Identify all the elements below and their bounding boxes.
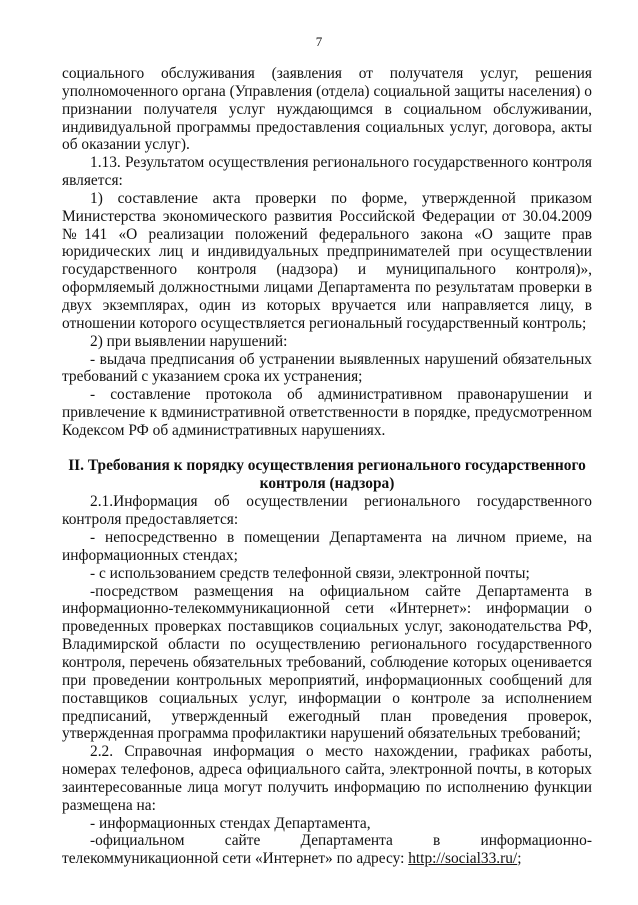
page-number: 7 [315, 34, 323, 49]
paragraph-1: социального обслуживания (заявления от получателя услуг, решения уполномоченного органа (Управления (отдела) социальной защиты населения) о признании получателя услуг нуждающимся в социальном обслуживании, индивидуальной программы предоставления социальных услуг, договора, акты об оказании услуг). [62, 65, 592, 154]
official-site-tail: ; [517, 850, 522, 868]
paragraph-official-site [62, 832, 592, 868]
paragraph-1-13: 1.13. Результатом осуществления регионального государственного контроля является: [62, 154, 592, 190]
paragraph-item-2: 2) при выявлении нарушений: [90, 332, 288, 350]
official-site-text: -официальном сайте Департамента в информационно-телекоммуникационной сети «Интернет» по адресу: [62, 832, 592, 868]
paragraph-item-1: 1) составление акта проверки по форме, утвержденной приказом Министерства экономического развития Российской Федерации от 30.04.2009 №141 «О реализации положений федерального закона «О защите прав юридических лиц и индивидуальных предпринимателей при осуществлении государственного контроля (надзора) и муниципального контроля)», оформляемый должностными лицами Департамента по результатам проверки в двух экземплярах, один из которых вручается или направляется лицу, в отношении которого осуществляется региональный государственный контроль; [62, 189, 592, 332]
paragraph-website-info: -посредством размещения на официальном сайте Департамента в информационно-телекоммуникационной сети «Интернет»: информации о проведенных проверках поставщиков социальных услуг, законодательства РФ, Владимирской области по осуществлению регионального государственного контроля, перечень обязательных требований, соблюдение которых оценивается при проведении контрольных мероприятий, информационных сообщений для поставщиков социальных услуг, информации о контроле за исполнением предписаний, утвержденный ежегодный план проведения проверок, утвержденная программа профилактики нарушений обязательных требований; [62, 582, 592, 743]
paragraph-in-department: - непосредственно в помещении Департамента на личном приеме, на информационных стендах; [62, 529, 592, 564]
paragraph-stands: - информационных стендах Департамента, [90, 814, 371, 832]
paragraph-2-1: 2.1.Информация об осуществлении регионального государственного контроля предоставляется: [62, 493, 592, 529]
paragraph-telephone: - с использованием средств телефонной связи, электронной почты; [90, 564, 530, 582]
paragraph-prescription: - выдача предписания об устранении выявленных нарушений обязательных требований с указанием срока их устранения; [62, 350, 592, 386]
section-heading: II. Требования к порядку осуществления регионального государственного контроля (надзора) [68, 456, 586, 492]
paragraph-2-2: 2.2. Справочная информация о место нахождении, графиках работы, номерах телефонов, адреса официального сайта, электронной почты, в которых заинтересованные лица могут получить информацию по исполнению функции размещена на: [62, 743, 592, 814]
site-link[interactable]: http://social33.ru/ [408, 850, 518, 868]
document-body [62, 65, 592, 868]
paragraph-protocol: - составление протокола об административном правонарушении и привлечение к вдминистративной ответственности в порядке, предусмотренном Кодексом РФ об административных нарушениях. [62, 386, 592, 439]
